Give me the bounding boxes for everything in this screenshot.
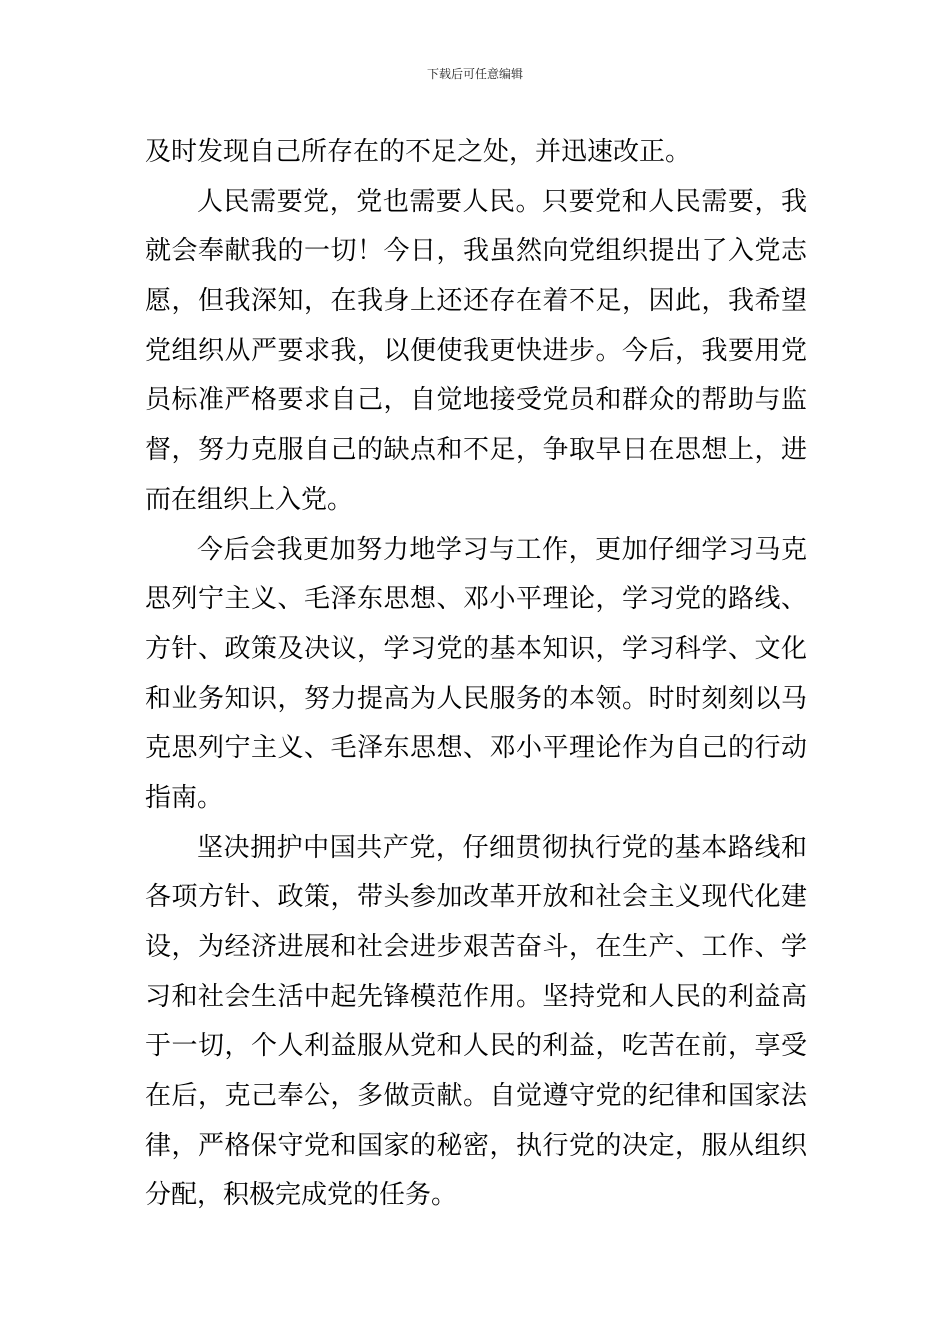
text-line: 党组织从严要求我，以便使我更快进步。今后，我要用党: [145, 335, 807, 366]
text-line: 就会奉献我的一切！今日，我虽然向党组织提出了入党志: [145, 236, 807, 267]
text-line: 及时发现自己所存在的不足之处，并迅速改正。: [145, 137, 692, 167]
text-line: 和业务知识，努力提高为人民服务的本领。时时刻刻以马: [145, 683, 807, 714]
text-line: 方针、政策及决议，学习党的基本知识，学习科学、文化: [145, 633, 807, 664]
text-line: 督，努力克服自己的缺点和不足，争取早日在思想上，进: [145, 435, 807, 466]
text-line: 在后，克己奉公，多做贡献。自觉遵守党的纪律和国家法: [145, 1081, 807, 1112]
paragraph-first-line: 坚决拥护中国共产党，仔细贯彻执行党的基本路线和: [197, 832, 807, 863]
text-line: 分配，积极完成党的任务。: [145, 1180, 458, 1211]
page-header: 下载后可任意编辑: [426, 67, 523, 81]
text-line: 员标准严格要求自己，自觉地接受党员和群众的帮助与监: [145, 385, 807, 416]
text-line: 设，为经济进展和社会进步艰苦奋斗，在生产、工作、学: [145, 932, 807, 962]
text-line: 克思列宁主义、毛泽东思想、邓小平理论作为自己的行动: [145, 733, 807, 764]
document-body: [145, 128, 807, 1221]
text-line: 各项方针、政策，带头参加改革开放和社会主义现代化建: [145, 882, 807, 913]
text-line: 于一切，个人利益服从党和人民的利益，吃苦在前，享受: [145, 1031, 807, 1062]
text-line: 思列宁主义、毛泽东思想、邓小平理论，学习党的路线、: [145, 584, 807, 615]
text-line: 愿，但我深知，在我身上还还存在着不足，因此，我希望: [145, 286, 807, 317]
text-line: 而在组织上入党。: [145, 484, 354, 515]
paragraph-first-line: 今后会我更加努力地学习与工作，更加仔细学习马克: [197, 534, 807, 565]
paragraph-first-line: 人民需要党，党也需要人民。只要党和人民需要，我: [197, 186, 807, 217]
text-line: 指南。: [145, 782, 224, 813]
text-line: 习和社会生活中起先锋模范作用。坚持党和人民的利益高: [145, 981, 807, 1012]
text-line: 律，严格保守党和国家的秘密，执行党的决定，服从组织: [145, 1130, 807, 1161]
